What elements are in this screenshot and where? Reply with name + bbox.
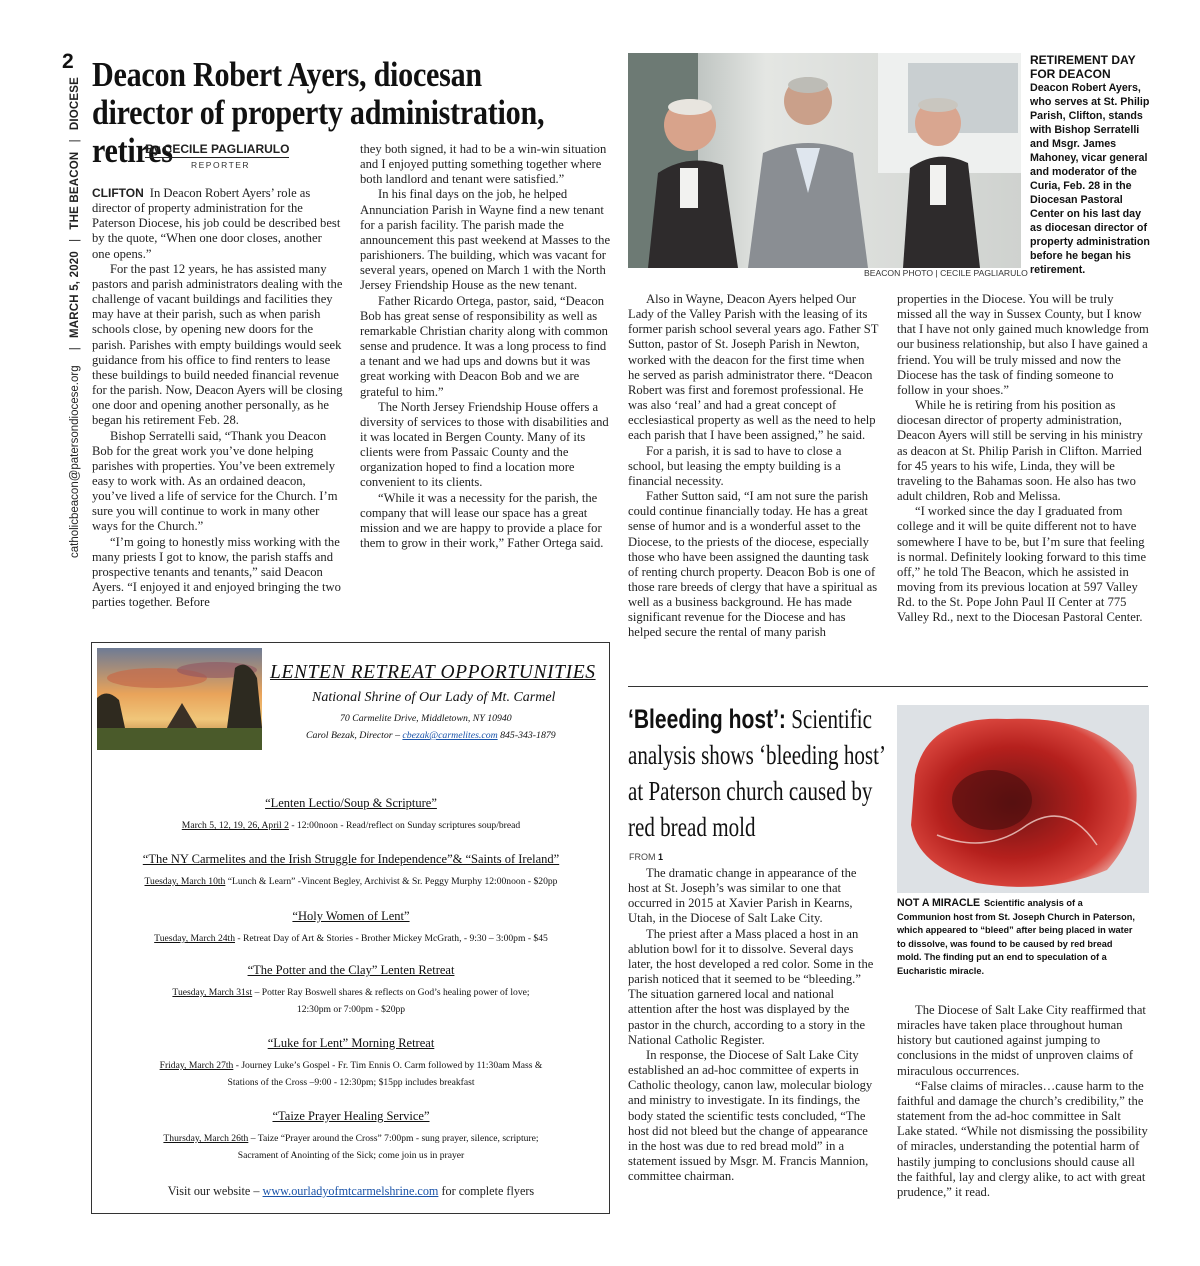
ad-website-post: for complete flyers <box>441 1184 535 1198</box>
ad-event <box>92 796 610 834</box>
article-column-3 <box>628 292 879 641</box>
article-paragraph: For the past 12 years, he has assisted many pastors and parish administrators dealing with the challenge of vacant buildings and facilities they may have at their parish, such as when parish schools close, by opening new doors for the parish. Parishes with empty buildings would seek guidance from his office to find renters to lease these buildings to build needed financial revenue for the parish. Now, Deacon Ayers will be closing one door and opening another personally, as he began his retirement Feb. 28. <box>92 261 343 428</box>
ad-phone: 845-343-1879 <box>500 730 556 741</box>
article2-column-2 <box>897 1003 1149 1200</box>
article2-column-1 <box>628 866 879 1184</box>
caption-heading: RETIREMENT DAY FOR DEACON <box>1030 53 1136 81</box>
continued-from <box>629 852 663 862</box>
article-paragraph: The dramatic change in appearance of the host at St. Joseph’s was similar to one that occurred in 2015 at Xavier Parish in Kearns, Utah, in the Diocese of Salt Lake City. <box>628 866 857 926</box>
host-caption-heading: NOT A MIRACLE <box>897 897 981 909</box>
article-paragraph: “False claims of miracles…cause harm to the faithful and damage the church’s credibility,” the statement from the ad-hoc committee in Salt Lake stated. “While not dismissing the possibility of miracles, understanding the potential harm of hastily jumping to conclusions should cause all the faithful, lay and clergy alike, to act with great prudence,” it read. <box>897 1078 1148 1199</box>
ad-director: Carol Bezak, Director – <box>306 730 400 741</box>
sidebar-separator: | <box>69 347 81 351</box>
photo-caption <box>1030 53 1152 277</box>
article-column-1 <box>92 186 343 610</box>
headline-kicker: ‘Bleeding host’: <box>628 704 786 734</box>
continued-from-label: FROM <box>629 852 656 862</box>
ad-event <box>92 1036 610 1091</box>
article-paragraph: they both signed, it had to be a win-win situation and I enjoyed putting something together where both landlord and tenant were satisfied.” <box>360 142 607 187</box>
ad-event-details-cont: Sacrament of Anointing of the Sick; come join us in prayer <box>237 1150 465 1161</box>
ad-website-link[interactable]: www.ourladyofmtcarmelshrine.com <box>262 1184 439 1198</box>
ad-event-title: “Holy Women of Lent” <box>292 909 410 923</box>
article-paragraph: “I’m going to honestly miss working with the many priests I got to know, the parish staffs and prospective tenants and tenants,” said Deacon Ayers. “I enjoyed it and enjoyed bringing the two parties together. Before <box>92 534 341 610</box>
article-paragraph: For a parish, it is sad to have to close a school, but leasing the empty building is a financial necessity. <box>628 443 842 488</box>
article-headline: Deacon Robert Ayers, diocesan director of property administration, retires <box>92 55 545 170</box>
ad-event-title: “The NY Carmelites and the Irish Struggle for Independence”& “Saints of Ireland” <box>142 852 560 866</box>
host-photo-caption <box>897 897 1139 979</box>
ad-event-details-cont: Stations of the Cross –9:00 - 12:30pm; $15pp includes breakfast <box>227 1077 475 1088</box>
ad-event-details: Tuesday, March 24th - Retreat Day of Art & Stories - Brother Mickey McGrath, - 9:30 – 3:00pm - $45 <box>154 933 548 944</box>
page-sidebar <box>56 77 81 558</box>
article-paragraph: The North Jersey Friendship House offers a diversity of services to those with disabilities and it was located in Bergen County. Many of its clients were from Passaic County and the organization hoped to find a location more convenient to its clients. <box>360 399 609 490</box>
deacon-photo <box>628 53 1021 268</box>
article-paragraph: The Diocese of Salt Lake City reaffirmed that miracles have taken place throughout human history but cautioned against jumping to conclusions in the midst of unproven claims of miraculous occurrences. <box>897 1003 1146 1078</box>
ad-event-details: Tuesday, March 31st – Potter Ray Boswell shares & reflects on God’s healing power of love; <box>172 987 530 998</box>
article2-headline <box>628 701 893 845</box>
article-paragraph: Father Sutton said, “I am not sure the parish could continue financially today. He has a great sense of humor and is a wonderful asset to the Diocese, to the priests of the diocese, especially those who have been assigned the daunting task of renting church property. Deacon Bob is one of those rare breeds of clergy that have a spiritual as well as a business background. He has made significant revenue for the Diocese and has helped secure the rental of many parish <box>628 489 878 640</box>
section-divider <box>628 686 1148 687</box>
ad-event <box>92 852 610 890</box>
deacon-photo-illustration <box>628 53 1021 268</box>
article-paragraph: Bishop Serratelli said, “Thank you Deacon Bob for the great work you’ve done helping parishes with properties. You’ve been extremely easy to work with. As an ordained deacon, you’ve lived a life of service for the Church. I’m sure you will continue to work in many other ways for the Church.” <box>92 428 338 534</box>
ad-event-details: March 5, 12, 19, 26, April 2 - 12:00noon - Read/reflect on Sunday scriptures soup/bread <box>181 820 521 831</box>
photo-credit: BEACON PHOTO | CECILE PAGLIARULO <box>864 268 1028 278</box>
ad-title: LENTEN RETREAT OPPORTUNITIES <box>270 662 596 683</box>
article-paragraph: CLIFTON In Deacon Robert Ayers’ role as director of property administration for the Paterson Diocese, his job could be described best by the quote, “When one door closes, another one opens.” <box>92 186 341 261</box>
article-paragraph: “I worked since the day I graduated from college and it will be quite different not to have somewhere I have to be, but I’m sure that feeling is normal. Definitely looking forward to this time off,” he told The Beacon, which he assisted in moving from its previous location at 597 Valley Rd. to the St. Pope John Paul II Center at 775 Valley Rd., next to the Diocesan Pastoral Center. <box>897 504 1147 625</box>
ad-event-title: “The Potter and the Clay” Lenten Retreat <box>247 963 455 977</box>
continued-from-page: 1 <box>658 852 664 862</box>
ad-website-pre: Visit our website – <box>167 1184 260 1198</box>
ad-event-title: “Lenten Lectio/Soup & Scripture” <box>265 796 437 810</box>
ad-event <box>92 963 610 1018</box>
article-paragraph: “While it was a necessity for the parish, the company that will lease our space has a great mission and we are happy to provide a place for them to grow in their work,” Father Ortega said. <box>360 490 604 551</box>
sidebar-separator: | <box>69 139 81 143</box>
ad-website-line <box>92 1184 610 1199</box>
article-paragraph: properties in the Diocese. You will be truly missed all the way in Sussex County, but I know that I have not only gained much knowledge from our business relationship, but also I have gained a friend. You will be truly missed and now the Diocese has the task of finding someone to follow in your shoes.” <box>897 292 1149 397</box>
page-number: 2 <box>62 50 74 73</box>
sidebar-date: MARCH 5, 2020 <box>69 251 81 338</box>
host-photo <box>897 705 1149 893</box>
sidebar-section: DIOCESE <box>69 77 81 131</box>
ad-event <box>92 909 610 947</box>
article-paragraph: Also in Wayne, Deacon Ayers helped Our Lady of the Valley Parish with the leasing of its former parish school several years ago. Father ST Sutton, pastor of St. Joseph Parish in Newton, worked with the deacon for the first time when he served as parish administrator there. “Deacon Robert was first and foremost professional. He was also ‘real’ and had a great concept of ecclesiastical property as well as the need to help each parish that I have been assigned,” he said. <box>628 292 879 443</box>
dateline: CLIFTON <box>92 186 144 200</box>
article-paragraph: In his final days on the job, he helped Annunciation Parish in Wayne find a new tenant for a parish facility. The parish made the announcement this past weekend at Masses to the parishioners. The building, which was vacant for several years, opened on March 1 with the North Jersey Friendship House as the new tenant. <box>360 187 611 293</box>
caption-body: Deacon Robert Ayers, who serves at St. Philip Parish, Clifton, stands with Bishop Serratelli and Msgr. James Mahoney, vicar general and moderator of the Curia, Feb. 28 in the Diocesan Pastoral Center on his last day as diocesan director of property administration before he began his retirement. <box>1030 82 1150 276</box>
ad-event-title: “Taize Prayer Healing Service” <box>272 1109 430 1123</box>
headline-main: Scientific analysis shows ‘bleeding host’ at Paterson church caused by red bread mold <box>628 704 885 842</box>
ad-event-details: Tuesday, March 10th “Lunch & Learn” -Vincent Begley, Archivist & Sr. Peggy Murphy 12:00noon - $20pp <box>144 876 558 887</box>
article-paragraph: Father Ricardo Ortega, pastor, said, “Deacon Bob has great sense of responsibility as well as remarkable Christian charity along with common sense and prudence. It was a long process to find a tenant and we had ups and downs but it was great working with Deacon Bob and we are grateful to him.” <box>360 293 608 399</box>
article-paragraph: While he is retiring from his position as diocesan director of property administration, Deacon Ayers will still be serving in his ministry as deacon at St. Philip Parish in Clifton. Married for 45 years to his wife, Linda, they will be traveling to the Bahamas soon. He also has two adult children, Rob and Melissa. <box>897 398 1143 504</box>
shrine-sunset-illustration <box>97 648 262 750</box>
sidebar-url[interactable]: catholicbeacon@patersondiocese.org <box>69 365 81 558</box>
ad-address: 70 Carmelite Drive, Middletown, NY 10940 <box>340 713 512 724</box>
host-photo-illustration <box>897 705 1149 893</box>
sidebar-paper: THE BEACON <box>69 151 81 230</box>
ad-event-details: Thursday, March 26th – Taize “Prayer around the Cross” 7:00pm - sung prayer, silence, scripture; <box>163 1133 539 1144</box>
article-column-2 <box>360 142 611 551</box>
ad-email-link[interactable]: cbezak@carmelites.com <box>402 730 498 741</box>
host-caption-body: Scientific analysis of a Communion host from St. Joseph Church in Paterson, which appeared to “bleed” after being placed in water to dissolve, was found to be caused by red bread mold. The finding put an end to speculation of a Eucharistic miracle. <box>897 898 1135 977</box>
ad-contact <box>306 730 556 741</box>
ad-event-title: “Luke for Lent” Morning Retreat <box>267 1036 435 1050</box>
sidebar-separator: | <box>69 238 81 242</box>
byline: By CECILE PAGLIARULO <box>145 142 290 156</box>
article-column-4 <box>897 292 1149 625</box>
byline-role: REPORTER <box>191 160 251 170</box>
ad-event <box>92 1109 610 1164</box>
article-paragraph: The priest after a Mass placed a host in an ablution bowl for it to dissolve. Several days later, the host developed a red color. Some in the parish noticed that it seemed to be “bleeding.” The situation garnered local and national attention after the host was displayed by the pastor in the church, according to a story in the National Catholic Register. <box>628 926 874 1047</box>
ad-event-details: Friday, March 27th - Journey Luke’s Gospel - Fr. Tim Ennis O. Carm followed by 11:30am Mass & <box>159 1060 543 1071</box>
article-paragraph: In response, the Diocese of Salt Lake City established an ad-hoc committee of experts in Catholic theology, canon law, molecular biology and ministry to investigate. In its findings, the body stated the scientific tests concluded, “The host did not bleed but the change of appearance in the host was due to red bread mold” in a statement issued by Msgr. M. Francis Mannion, committee chairman. <box>628 1047 873 1184</box>
shrine-sunset-photo <box>97 648 262 750</box>
ad-event-details-cont: 12:30pm or 7:00pm - $20pp <box>296 1004 406 1015</box>
ad-shrine-name: National Shrine of Our Lady of Mt. Carmel <box>312 690 556 705</box>
